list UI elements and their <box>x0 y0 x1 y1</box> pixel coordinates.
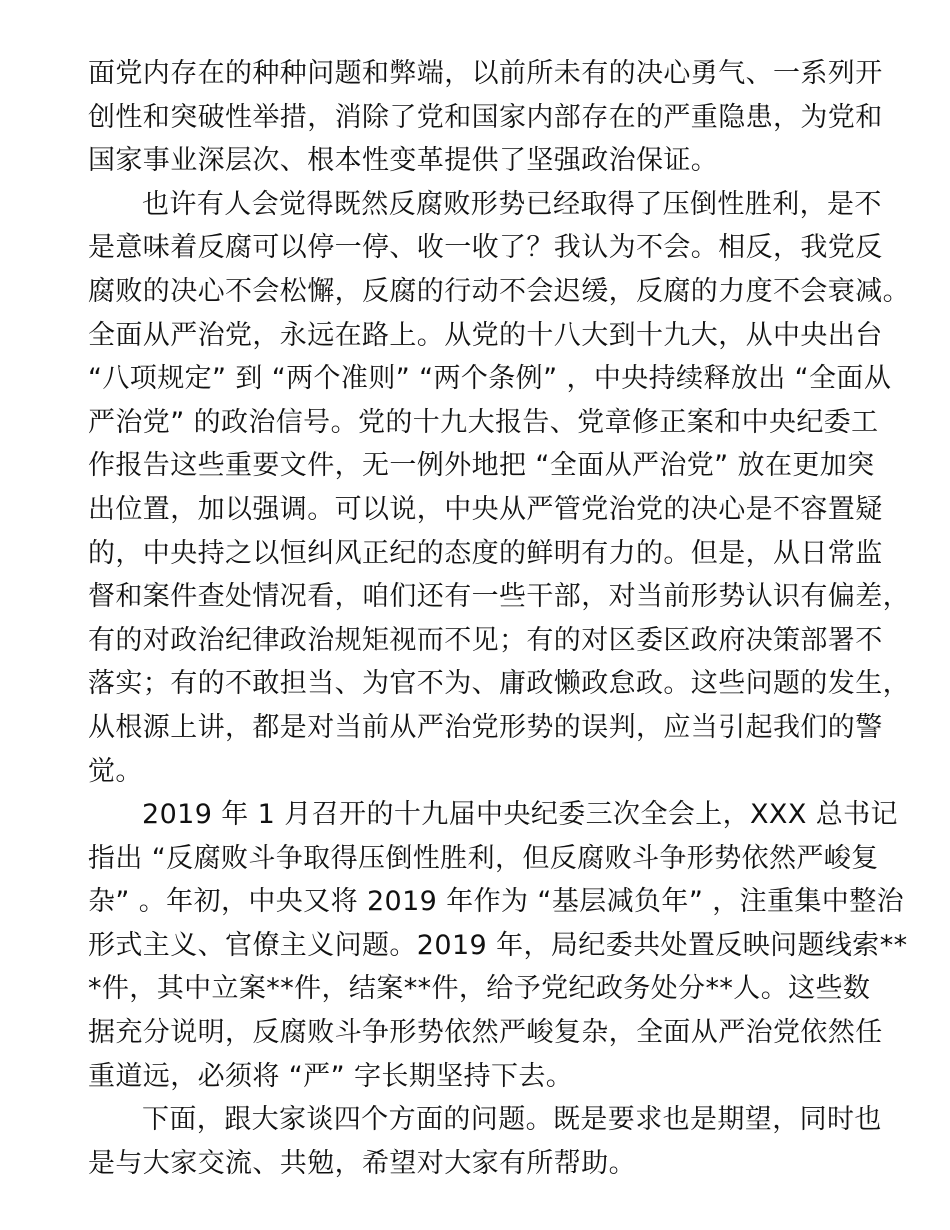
text-line: 落实；有的不敢担当、为官不为、庸政懒政怠政。这些问题的发生， <box>88 668 910 700</box>
text-line: 2019 年 1 月召开的十九届中央纪委三次全会上，XXX 总书记 <box>142 799 898 831</box>
text-line: 出位置，加以强调。可以说，中央从严管党治党的决心是不容置疑 <box>88 493 883 525</box>
text-line: 指出 “反腐败斗争取得压倒性胜利，但反腐败斗争形势依然严峻复 <box>88 842 879 874</box>
text-line: 面党内存在的种种问题和弊端，以前所未有的决心勇气、一系列开 <box>88 58 883 89</box>
text-line: 重道远，必须将 “严” 字长期坚持下去。 <box>88 1060 574 1092</box>
paragraph <box>88 183 928 793</box>
text-line: 形式主义、官僚主义问题。2019 年，局纪委共处置反映问题线索** <box>88 929 908 961</box>
text-line: 国家事业深层次、根本性变革提供了坚强政治保证。 <box>88 145 719 177</box>
text-line: 全面从严治党，永远在路上。从党的十八大到十九大，从中央出台 <box>88 319 883 351</box>
text-line: “八项规定” 到 “两个准则” “两个条例” ，中央持续释放出 “全面从 <box>88 363 892 395</box>
text-line: *件，其中立案**件，结案**件，给予党纪政务处分**人。这些数 <box>88 973 871 1005</box>
text-line: 据充分说明，反腐败斗争形势依然严峻复杂，全面从严治党依然任 <box>88 1017 883 1049</box>
text-line: 严治党” 的政治信号。党的十九大报告、党章修正案和中央纪委工 <box>88 406 879 438</box>
document-body <box>88 52 928 1185</box>
text-line: 下面，跟大家谈四个方面的问题。既是要求也是期望，同时也 <box>142 1104 882 1136</box>
text-line: 也许有人会觉得既然反腐败形势已经取得了压倒性胜利，是不 <box>142 188 882 220</box>
paragraph <box>88 1098 928 1185</box>
text-line: 是与大家交流、共勉，希望对大家有所帮助。 <box>88 1147 636 1179</box>
text-line: 从根源上讲，都是对当前从严治党形势的误判，应当引起我们的警 <box>88 711 883 743</box>
text-line: 督和案件查处情况看，咱们还有一些干部，对当前形势认识有偏差， <box>88 581 910 613</box>
text-line: 作报告这些重要文件，无一例外地把 “全面从严治党” 放在更加突 <box>88 450 875 482</box>
text-line: 腐败的决心不会松懈，反腐的行动不会迟缓，反腐的力度不会衰减。 <box>88 275 910 307</box>
paragraph <box>88 793 928 1098</box>
text-line: 觉。 <box>88 755 143 787</box>
text-line: 杂” 。年初，中央又将 2019 年作为 “基层减负年” ，注重集中整治 <box>88 886 904 918</box>
text-line: 创性和突破性举措，消除了党和国家内部存在的严重隐患，为党和 <box>88 101 883 133</box>
paragraph <box>88 52 928 183</box>
text-line: 的，中央持之以恒纠风正纪的态度的鲜明有力的。但是，从日常监 <box>88 537 883 569</box>
text-line: 是意味着反腐可以停一停、收一收了？我认为不会。相反，我党反 <box>88 232 883 264</box>
text-line: 有的对政治纪律政治规矩视而不见；有的对区委区政府决策部署不 <box>88 624 883 656</box>
